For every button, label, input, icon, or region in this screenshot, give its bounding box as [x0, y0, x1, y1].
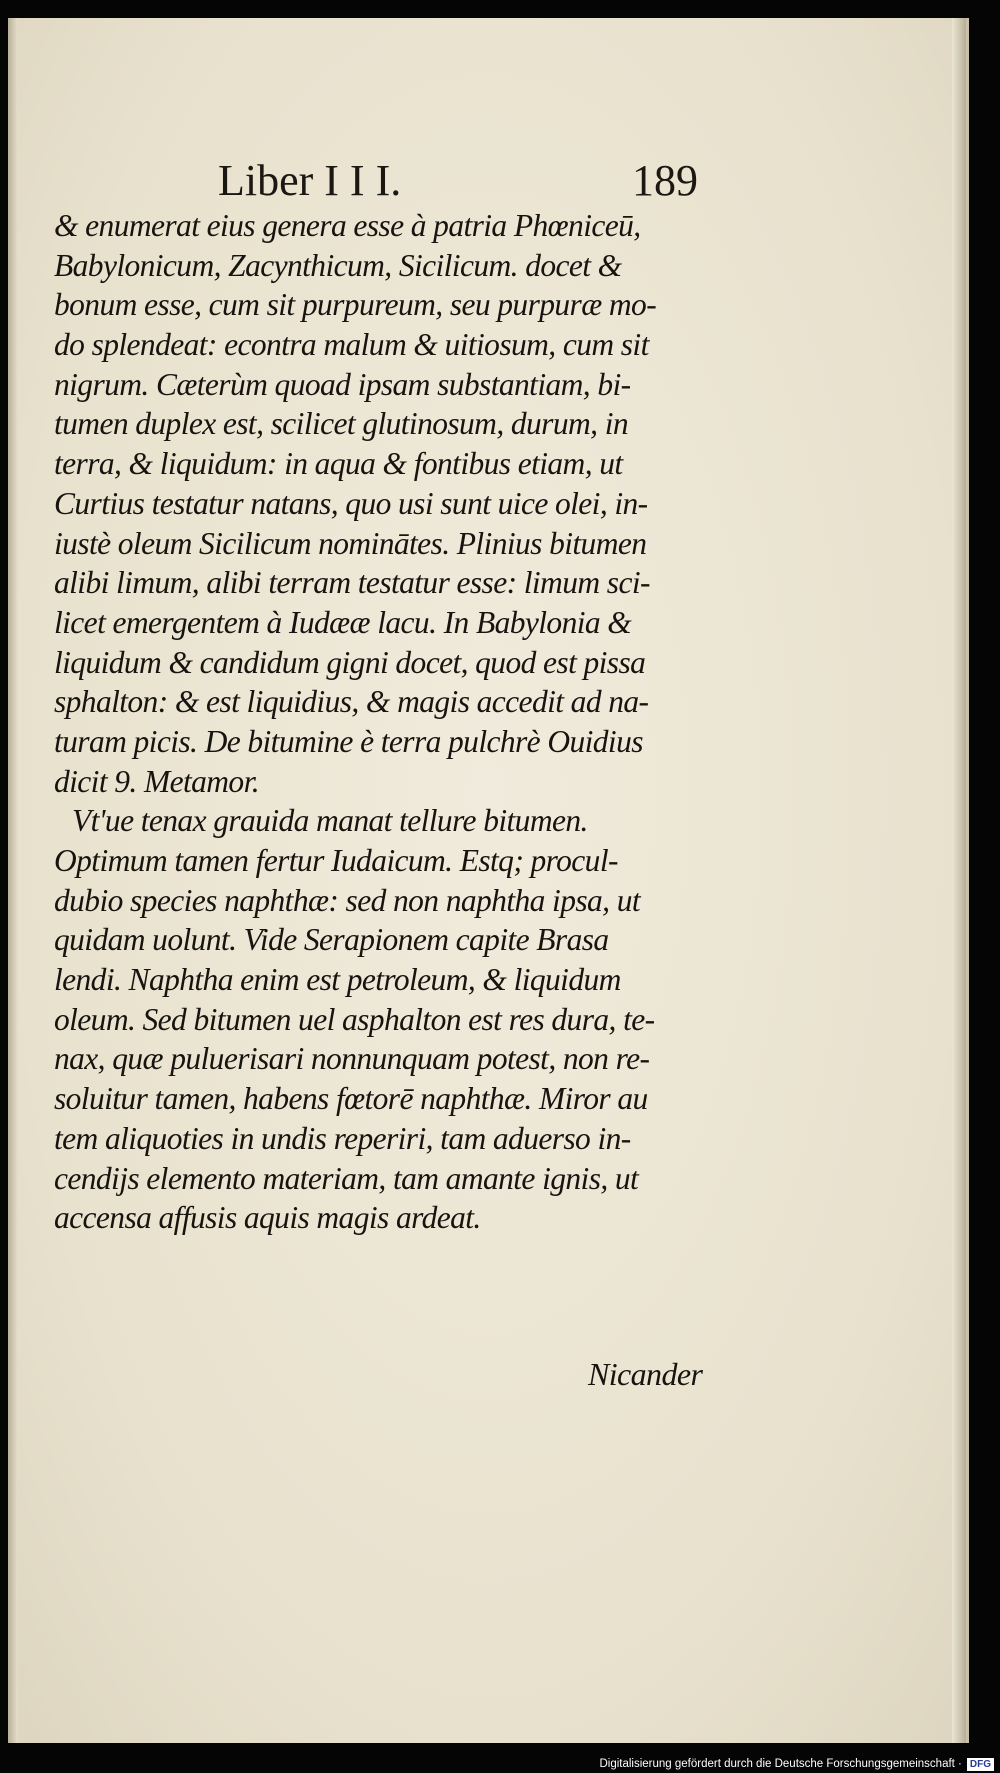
text-line: quidam uolunt. Vide Serapionem capite Brasa: [54, 922, 609, 958]
page-edge-shadow: [952, 18, 966, 1743]
text-line: & enumerat eius genera esse à patria Phœniceū,: [54, 208, 641, 243]
text-line: turam picis. De bitumine è terra pulchrè Ouidius: [54, 723, 643, 759]
text-line: oleum. Sed bitumen uel asphalton est res dura, te-: [54, 1001, 655, 1037]
running-head: [218, 156, 698, 206]
running-head-title: Liber I I I.: [218, 156, 402, 205]
text-line: dicit 9. Metamor.: [54, 763, 260, 799]
catchword: Nicander: [588, 1356, 703, 1392]
text-line: Babylonicum, Zacynthicum, Sicilicum. docet &: [54, 247, 622, 283]
page-number: 189: [632, 156, 698, 205]
funding-credit-text: Digitalisierung gefördert durch die Deutsche Forschungsgemeinschaft ·: [599, 1758, 962, 1770]
text-line: tumen duplex est, scilicet glutinosum, durum, in: [54, 406, 628, 442]
text-line: iustè oleum Sicilicum nominātes. Plinius bitumen: [54, 525, 647, 561]
page-gutter-shadow: [8, 18, 18, 1743]
text-line: Vt'ue tenax grauida manat tellure bitumen.: [72, 803, 588, 839]
text-line: do splendeat: econtra malum & uitiosum, cum sit: [54, 327, 649, 363]
text-line: sphalton: & est liquidius, & magis accedit ad na-: [54, 684, 649, 720]
text-line: bonum esse, cum sit purpureum, seu purpuræ mo-: [54, 287, 657, 323]
text-line: licet emergentem à Iudææ lacu. In Babylonia &: [54, 604, 632, 640]
text-line: terra, & liquidum: in aqua & fontibus etiam, ut: [54, 446, 623, 482]
text-line: accensa affusis aquis magis ardeat.: [54, 1200, 481, 1236]
text-line: Curtius testatur natans, quo usi sunt uice olei, in-: [54, 485, 648, 521]
dfg-logo-icon: DFG: [967, 1758, 994, 1771]
funding-credit: [599, 1756, 994, 1773]
body-text: [54, 206, 714, 1238]
text-line: dubio species naphthæ: sed non naphtha ipsa, ut: [54, 882, 641, 918]
text-line: Optimum tamen fertur Iudaicum. Estq; procul-: [54, 843, 618, 878]
text-line: lendi. Naphtha enim est petroleum, & liquidum: [54, 962, 621, 998]
text-line: liquidum & candidum gigni docet, quod est pissa: [54, 644, 646, 680]
text-line: nax, quæ puluerisari nonnunquam potest, non re-: [54, 1041, 650, 1077]
book-page: [8, 18, 969, 1743]
text-line: alibi limum, alibi terram testatur esse: limum sci-: [54, 565, 650, 601]
text-line: tem aliquoties in undis reperiri, tam aduerso in-: [54, 1120, 631, 1156]
text-line: soluitur tamen, habens fœtorē naphthæ. Miror au: [54, 1081, 648, 1117]
text-line: nigrum. Cæterùm quoad ipsam substantiam, bi-: [54, 366, 631, 402]
text-line: cendijs elemento materiam, tam amante ignis, ut: [54, 1160, 639, 1196]
